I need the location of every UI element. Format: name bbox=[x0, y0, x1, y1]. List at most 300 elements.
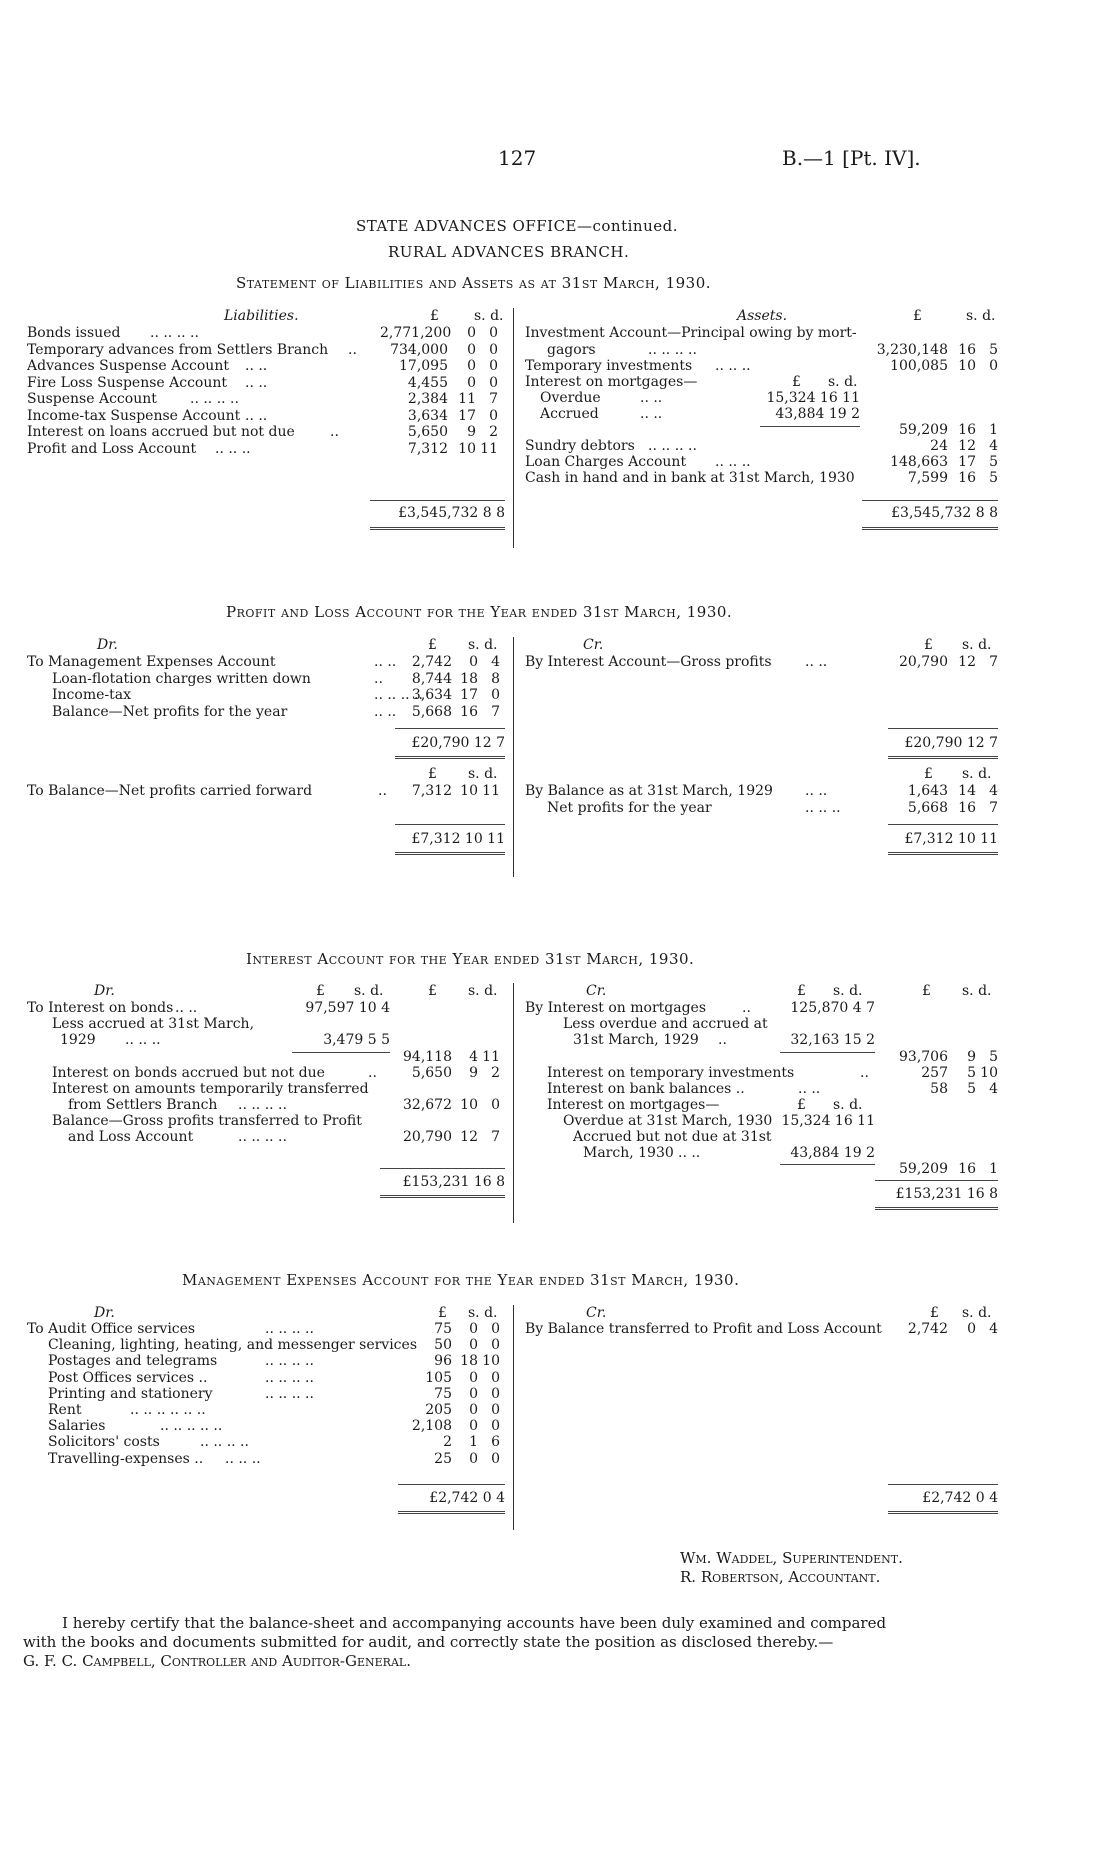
int-cr-line5: Interest on bank balances .. bbox=[547, 1081, 745, 1097]
pound-col-head: £ bbox=[316, 983, 325, 999]
signature-accountant: R. Robertson, Accountant. bbox=[680, 1568, 881, 1586]
row-amount: 3,634 bbox=[407, 407, 448, 424]
int-dr-line8-amount: 20,790 bbox=[403, 1129, 452, 1145]
row-pence: 7 bbox=[489, 391, 498, 407]
row-label: Solicitors' costs bbox=[48, 1434, 160, 1451]
row-shillings: 0 bbox=[467, 341, 476, 358]
row-shillings: 18 bbox=[460, 670, 478, 687]
int-dr-line4-d: 2 bbox=[491, 1065, 500, 1081]
int-dr-line7: Balance—Gross profits transferred to Profit bbox=[52, 1113, 362, 1129]
balance-sheet-divider bbox=[513, 308, 514, 548]
row-pence: 8 bbox=[491, 670, 500, 687]
row-shillings: 0 bbox=[469, 1321, 478, 1337]
leader-dots: .. bbox=[742, 1000, 751, 1016]
row-pence: 0 bbox=[489, 374, 498, 391]
int-cr-line6: Interest on mortgages— bbox=[547, 1097, 720, 1113]
leader-dots: .. .. bbox=[798, 1081, 821, 1097]
leader-dots: .. .. .. .. bbox=[265, 1353, 314, 1370]
signature-superintendent: Wm. Waddel, Superintendent. bbox=[680, 1549, 903, 1567]
interest-mortgages-label: Interest on mortgages— bbox=[525, 374, 698, 390]
pl-dr2-amount: 7,312 bbox=[411, 783, 452, 799]
row-shillings: 11 bbox=[458, 391, 476, 407]
int-dr-line1-amount: 97,597 10 4 bbox=[305, 1000, 390, 1016]
row-label: Cleaning, lighting, heating, and messenger services bbox=[48, 1337, 417, 1354]
pl-dr2-label: To Balance—Net profits carried forward bbox=[27, 783, 313, 799]
sd-col-head: s. d. bbox=[468, 1305, 498, 1321]
row-pence: 11 bbox=[480, 440, 498, 457]
pl-cr-total-rule bbox=[888, 728, 998, 729]
profit-loss-divider bbox=[513, 637, 514, 877]
sd-col-head: s. d. bbox=[833, 983, 863, 999]
row-label: Advances Suspense Account bbox=[27, 358, 229, 374]
int-dr-line8: and Loss Account bbox=[68, 1129, 194, 1145]
row-pence: 2 bbox=[489, 424, 498, 440]
int-cr-mortgages-d: 1 bbox=[989, 1161, 998, 1177]
int-cr-line3-amount: 32,163 15 2 bbox=[790, 1032, 875, 1048]
int-double-rule bbox=[380, 1195, 505, 1198]
dr-heading: Dr. bbox=[94, 983, 115, 999]
leader-dots: .. .. .. .. .. bbox=[160, 1418, 223, 1435]
row-label: Temporary advances from Settlers Branch bbox=[27, 341, 329, 358]
row-pence: 0 bbox=[491, 1321, 500, 1337]
pl-double-rule2 bbox=[395, 852, 505, 855]
investment-shillings: 16 bbox=[958, 342, 976, 358]
sd-col-head: s. d. bbox=[468, 766, 498, 782]
cr-heading: Cr. bbox=[583, 637, 604, 653]
row-label: To Management Expenses Account bbox=[27, 654, 276, 670]
int-cr-line8: Accrued but not due at 31st bbox=[573, 1129, 772, 1145]
int-cr-line4-d: 10 bbox=[980, 1065, 998, 1081]
int-total-rule bbox=[380, 1168, 505, 1169]
certificate-line3: G. F. C. Campbell, Controller and Auditor-General. bbox=[23, 1652, 411, 1670]
mgmt-double-rule bbox=[398, 1511, 505, 1514]
int-dr-line3: 1929 bbox=[60, 1032, 96, 1048]
int-dr-line6-d: 0 bbox=[491, 1097, 500, 1113]
row-pence: 0 bbox=[491, 1385, 500, 1402]
row-label: Rent bbox=[48, 1402, 82, 1418]
int-cr-net-d: 5 bbox=[989, 1049, 998, 1065]
int-dr-line4: Interest on bonds accrued but not due bbox=[52, 1065, 325, 1081]
row-label: Income-tax Suspense Account bbox=[27, 407, 241, 424]
leader-dots: .. bbox=[378, 783, 387, 799]
leader-dots: .. .. .. .. bbox=[265, 1321, 314, 1337]
leader-dots: .. .. .. .. bbox=[374, 687, 423, 703]
row-amount: 2 bbox=[443, 1434, 452, 1451]
int-cr-mortgages-s: 16 bbox=[958, 1161, 976, 1177]
row-pence: 0 bbox=[489, 407, 498, 424]
overdue-amount: 15,324 16 11 bbox=[766, 390, 860, 406]
sub-pound-head: £ bbox=[792, 374, 801, 390]
leader-dots: .. .. .. bbox=[715, 358, 751, 374]
leader-dots: .. .. bbox=[374, 703, 397, 720]
row-amount: 1,643 bbox=[907, 783, 948, 799]
int-dr-line3-amount: 3,479 5 5 bbox=[323, 1032, 390, 1048]
pl-total-rule bbox=[395, 728, 505, 729]
int-dr-line2: Less accrued at 31st March, bbox=[52, 1016, 255, 1032]
leader-dots: .. .. .. .. bbox=[265, 1369, 314, 1386]
pl-cr-pence: 7 bbox=[989, 654, 998, 670]
row-shillings: 0 bbox=[467, 358, 476, 374]
loan-charges-label: Loan Charges Account bbox=[525, 454, 687, 470]
row-shillings: 1 bbox=[469, 1434, 478, 1451]
branch-title: RURAL ADVANCES BRANCH. bbox=[388, 243, 630, 261]
pl-dr2-pence: 11 bbox=[482, 783, 500, 799]
row-shillings: 16 bbox=[460, 703, 478, 720]
row-shillings: 0 bbox=[467, 374, 476, 391]
int-dr-net-s: 4 bbox=[469, 1049, 478, 1065]
int-cr-line1: By Interest on mortgages bbox=[525, 1000, 707, 1016]
interest-mortgages-pence: 1 bbox=[989, 422, 998, 438]
leader-dots: .. .. .. bbox=[125, 1032, 161, 1048]
interest-mortgages-shillings: 16 bbox=[958, 422, 976, 438]
pound-col-head: £ bbox=[930, 1305, 939, 1321]
int-cr-line5-d: 4 bbox=[989, 1081, 998, 1097]
row-shillings: 17 bbox=[460, 687, 478, 703]
pl-cr-double-rule2 bbox=[888, 852, 998, 855]
assets-total-double-rule bbox=[862, 527, 998, 530]
pl-dr2-shillings: 10 bbox=[460, 783, 478, 799]
pl-cr-total2-rule bbox=[888, 824, 998, 825]
int-cr-line7: Overdue at 31st March, 1930 bbox=[563, 1113, 773, 1129]
sd-col-head: s. d. bbox=[962, 1305, 992, 1321]
sub-sd-head: s. d. bbox=[828, 374, 858, 390]
row-label: Loan-flotation charges written down bbox=[52, 670, 311, 687]
row-amount: 8,744 bbox=[411, 670, 452, 687]
row-pence: 4 bbox=[989, 783, 998, 799]
leader-dots: .. .. .. .. bbox=[265, 1385, 314, 1402]
leader-dots: .. .. .. .. bbox=[238, 1129, 287, 1145]
row-shillings: 0 bbox=[469, 1418, 478, 1435]
int-cr-line5-s: 5 bbox=[967, 1081, 976, 1097]
dr-heading: Dr. bbox=[94, 1305, 115, 1321]
int-cr-line9: March, 1930 bbox=[583, 1145, 674, 1161]
row-amount: 2,108 bbox=[411, 1418, 452, 1435]
certificate-line1: I hereby certify that the balance-sheet and accompanying accounts have been duly examined and compared bbox=[62, 1614, 887, 1632]
int-dr-line6-amount: 32,672 bbox=[403, 1097, 452, 1113]
document-reference: B.—1 [Pt. IV]. bbox=[782, 146, 921, 170]
int-cr-line3: 31st March, 1929 bbox=[573, 1032, 699, 1048]
row-amount: 2,384 bbox=[407, 391, 448, 407]
temp-investments-label: Temporary investments bbox=[525, 358, 693, 374]
row-amount: 3,634 bbox=[411, 687, 452, 703]
loan-charges-shillings: 17 bbox=[958, 454, 976, 470]
leader-dots: .. .. .. .. bbox=[238, 1097, 287, 1113]
sundry-debtors-pence: 4 bbox=[989, 438, 998, 454]
int-cr-net-s: 9 bbox=[967, 1049, 976, 1065]
leader-dots: .. bbox=[718, 1032, 727, 1048]
row-pence: 10 bbox=[482, 1353, 500, 1370]
leader-dots: .. .. .. .. bbox=[200, 1434, 249, 1451]
leader-dots: .. .. .. bbox=[805, 799, 841, 816]
temp-investments-shillings: 10 bbox=[958, 358, 976, 374]
int-cr-line4-s: 5 bbox=[967, 1065, 976, 1081]
row-shillings: 0 bbox=[469, 1402, 478, 1418]
leader-dots: .. .. .. .. bbox=[648, 438, 697, 454]
loan-charges-pence: 5 bbox=[989, 454, 998, 470]
mgmt-total-rule bbox=[398, 1484, 505, 1485]
leader-dots: .. .. bbox=[805, 654, 828, 670]
row-amount: 2,771,200 bbox=[380, 325, 452, 341]
interest-mortgages-amount: 59,209 bbox=[899, 422, 948, 438]
row-label: Salaries bbox=[48, 1418, 106, 1435]
row-shillings: 0 bbox=[469, 654, 478, 670]
int-cr-line7-amount: 15,324 16 11 bbox=[781, 1113, 875, 1129]
profit-loss-title: Profit and Loss Account for the Year ended 31st March, 1930. bbox=[226, 603, 733, 621]
subtotal-rule bbox=[760, 426, 860, 427]
pound-col-head: £ bbox=[438, 1305, 447, 1321]
row-amount: 205 bbox=[425, 1402, 452, 1418]
assets-sd-col-head: s. d. bbox=[966, 308, 996, 324]
pl-cr-label: By Interest Account—Gross profits bbox=[525, 654, 772, 670]
leader-dots: .. .. bbox=[245, 358, 268, 374]
subtotal-rule bbox=[292, 1052, 390, 1053]
int-cr-line9-amount: 43,884 19 2 bbox=[790, 1145, 875, 1161]
int-dr-net-d: 11 bbox=[482, 1049, 500, 1065]
int-cr-line4-amount: 257 bbox=[921, 1065, 948, 1081]
int-cr-double-rule bbox=[875, 1207, 998, 1210]
int-dr-line6-s: 10 bbox=[460, 1097, 478, 1113]
int-dr-line5: Interest on amounts temporarily transferred bbox=[52, 1081, 369, 1097]
mgmt-cr-total: £2,742 0 4 bbox=[922, 1490, 998, 1506]
row-amount: 96 bbox=[434, 1353, 452, 1370]
int-dr-line6: from Settlers Branch bbox=[68, 1097, 218, 1113]
row-label: Postages and telegrams bbox=[48, 1353, 218, 1370]
investment-pence: 5 bbox=[989, 342, 998, 358]
int-dr-line4-amount: 5,650 bbox=[411, 1065, 452, 1081]
row-label: Balance—Net profits for the year bbox=[52, 703, 288, 720]
mgmt-cr-pence: 4 bbox=[989, 1321, 998, 1337]
row-label: To Audit Office services bbox=[27, 1321, 196, 1337]
office-title: STATE ADVANCES OFFICE—continued. bbox=[356, 217, 678, 235]
row-pence: 0 bbox=[489, 358, 498, 374]
assets-heading: Assets. bbox=[737, 308, 788, 324]
row-label: Suspense Account bbox=[27, 391, 157, 407]
row-pence: 0 bbox=[491, 1418, 500, 1435]
leader-dots: .. .. .. bbox=[715, 454, 751, 470]
row-shillings: 9 bbox=[467, 424, 476, 440]
row-pence: 7 bbox=[491, 703, 500, 720]
sd-col-head: s. d. bbox=[468, 983, 498, 999]
pl-double-rule bbox=[395, 756, 505, 759]
leader-dots: .. .. .. .. bbox=[150, 325, 199, 341]
row-amount: 5,650 bbox=[407, 424, 448, 440]
row-pence: 0 bbox=[489, 341, 498, 358]
pound-col-head: £ bbox=[428, 766, 437, 782]
pound-col-head: £ bbox=[428, 637, 437, 653]
int-cr-line5-amount: 58 bbox=[930, 1081, 948, 1097]
leader-dots: .. .. bbox=[640, 406, 663, 422]
row-pence: 7 bbox=[989, 799, 998, 816]
row-label: Travelling-expenses .. bbox=[48, 1450, 204, 1467]
investment-label-cont: gagors bbox=[547, 342, 596, 358]
row-amount: 105 bbox=[425, 1369, 452, 1386]
row-amount: 7,312 bbox=[407, 440, 448, 457]
row-shillings: 14 bbox=[958, 783, 976, 799]
interest-divider bbox=[513, 983, 514, 1223]
row-pence: 0 bbox=[491, 1450, 500, 1467]
liabilities-heading: Liabilities. bbox=[224, 308, 299, 324]
pl-total2-rule bbox=[395, 824, 505, 825]
row-shillings: 0 bbox=[467, 325, 476, 341]
pound-col-head: £ bbox=[428, 983, 437, 999]
int-cr-line4: Interest on temporary investments bbox=[547, 1065, 795, 1081]
pl-cr-total2: £7,312 10 11 bbox=[904, 831, 998, 847]
assets-pound-col-head: £ bbox=[913, 308, 922, 324]
int-cr-total: £153,231 16 8 bbox=[895, 1186, 998, 1202]
row-shillings: 0 bbox=[469, 1337, 478, 1354]
int-cr-total-rule bbox=[875, 1180, 998, 1181]
pl-cr-total: £20,790 12 7 bbox=[904, 735, 998, 751]
sd-col-head: s. d. bbox=[962, 637, 992, 653]
row-amount: 4,455 bbox=[407, 374, 448, 391]
row-label: By Balance as at 31st March, 1929 bbox=[525, 783, 773, 799]
leader-dots: .. bbox=[348, 341, 357, 358]
pound-col-head: £ bbox=[922, 983, 931, 999]
int-cr-line1-amount: 125,870 4 7 bbox=[790, 1000, 875, 1016]
cr-heading: Cr. bbox=[586, 1305, 607, 1321]
pl-cr-amount: 20,790 bbox=[899, 654, 948, 670]
sundry-debtors-label: Sundry debtors bbox=[525, 438, 635, 454]
row-pence: 0 bbox=[491, 1402, 500, 1418]
sd-col-head: s. d. bbox=[962, 983, 992, 999]
mgmt-cr-shillings: 0 bbox=[967, 1321, 976, 1337]
row-amount: 5,668 bbox=[907, 799, 948, 816]
management-divider bbox=[513, 1305, 514, 1530]
row-pence: 0 bbox=[491, 1369, 500, 1386]
row-amount: 734,000 bbox=[390, 341, 448, 358]
cash-amount: 7,599 bbox=[907, 470, 948, 486]
assets-total-rule bbox=[862, 500, 998, 501]
pound-col-head: £ bbox=[430, 308, 439, 324]
management-expenses-title: Management Expenses Account for the Year ended 31st March, 1930. bbox=[182, 1271, 740, 1289]
row-shillings: 17 bbox=[458, 407, 476, 424]
row-pence: 4 bbox=[491, 654, 500, 670]
cash-pence: 5 bbox=[989, 470, 998, 486]
row-shillings: 0 bbox=[469, 1450, 478, 1467]
mgmt-dr-total: £2,742 0 4 bbox=[429, 1490, 505, 1506]
row-shillings: 0 bbox=[469, 1369, 478, 1386]
accrued-label: Accrued bbox=[540, 406, 599, 422]
liab-total-double-rule bbox=[370, 527, 505, 530]
balance-sheet-title: Statement of Liabilities and Assets as at 31st March, 1930. bbox=[236, 274, 712, 292]
leader-dots: .. .. bbox=[640, 390, 663, 406]
leader-dots: .. bbox=[330, 424, 339, 440]
liabilities-total: £3,545,732 8 8 bbox=[398, 505, 505, 521]
certificate-line2: with the books and documents submitted for audit, and correctly state the position as disclosed thereby.— bbox=[23, 1633, 834, 1651]
mgmt-cr-total-rule bbox=[888, 1484, 998, 1485]
row-label: Profit and Loss Account bbox=[27, 440, 197, 457]
row-amount: 2,742 bbox=[411, 654, 452, 670]
int-dr-line8-d: 7 bbox=[491, 1129, 500, 1145]
int-cr-net: 93,706 bbox=[899, 1049, 948, 1065]
cash-shillings: 16 bbox=[958, 470, 976, 486]
int-dr-net: 94,118 bbox=[403, 1049, 452, 1065]
overdue-label: Overdue bbox=[540, 390, 601, 406]
leader-dots: .. bbox=[368, 1065, 377, 1081]
leader-dots: .. bbox=[860, 1065, 869, 1081]
leader-dots: .. .. bbox=[678, 1145, 701, 1161]
int-cr-line2: Less overdue and accrued at bbox=[563, 1016, 768, 1032]
pl-cr-shillings: 12 bbox=[958, 654, 976, 670]
row-shillings: 18 bbox=[460, 1353, 478, 1370]
row-pence: 0 bbox=[491, 1337, 500, 1354]
subtotal-rule bbox=[780, 1052, 875, 1053]
leader-dots: .. .. bbox=[374, 654, 397, 670]
row-label: Printing and stationery bbox=[48, 1385, 213, 1402]
accrued-amount: 43,884 19 2 bbox=[775, 406, 860, 422]
dr-heading: Dr. bbox=[97, 637, 118, 653]
int-dr-total: £153,231 16 8 bbox=[402, 1174, 505, 1190]
row-label: Fire Loss Suspense Account bbox=[27, 374, 228, 391]
leader-dots: .. .. .. .. bbox=[648, 342, 697, 358]
leader-dots: .. .. .. .. .. .. bbox=[130, 1402, 206, 1418]
row-pence: 6 bbox=[491, 1434, 500, 1451]
row-shillings: 10 bbox=[458, 440, 476, 457]
leader-dots: .. .. .. bbox=[225, 1450, 261, 1467]
investment-amount: 3,230,148 bbox=[876, 342, 948, 358]
pound-col-head: £ bbox=[924, 766, 933, 782]
investment-label: Investment Account—Principal owing by mort- bbox=[525, 325, 857, 341]
pound-col-head: £ bbox=[924, 637, 933, 653]
sd-col-head: s. d. bbox=[468, 637, 498, 653]
int-dr-line8-s: 12 bbox=[460, 1129, 478, 1145]
int-cr-mortgages: 59,209 bbox=[899, 1161, 948, 1177]
row-amount: 5,668 bbox=[411, 703, 452, 720]
leader-dots: .. .. bbox=[805, 783, 828, 799]
row-label: Income-tax bbox=[52, 687, 131, 703]
mgmt-cr-amount: 2,742 bbox=[907, 1321, 948, 1337]
sundry-debtors-amount: 24 bbox=[930, 438, 948, 454]
row-label: Post Offices services .. bbox=[48, 1369, 208, 1386]
sundry-debtors-shillings: 12 bbox=[958, 438, 976, 454]
cr-heading: Cr. bbox=[586, 983, 607, 999]
row-label: Bonds issued bbox=[27, 325, 121, 341]
sd-col-head: s. d. bbox=[354, 983, 384, 999]
int-dr-line4-s: 9 bbox=[469, 1065, 478, 1081]
row-pence: 0 bbox=[489, 325, 498, 341]
int-dr-line1: To Interest on bonds bbox=[27, 1000, 174, 1016]
mgmt-cr-label: By Balance transferred to Profit and Loss Account bbox=[525, 1321, 882, 1337]
mgmt-cr-double-rule bbox=[888, 1511, 998, 1514]
sub-sd-head: s. d. bbox=[833, 1097, 863, 1113]
row-amount: 75 bbox=[434, 1385, 452, 1402]
pl-cr-double-rule bbox=[888, 756, 998, 759]
sd-col-head: s. d. bbox=[474, 308, 504, 324]
liab-total-rule bbox=[370, 500, 505, 501]
subtotal-rule bbox=[780, 1164, 875, 1165]
row-label: Net profits for the year bbox=[547, 799, 712, 816]
pl-dr-total: £20,790 12 7 bbox=[411, 735, 505, 751]
leader-dots: .. .. bbox=[245, 374, 268, 391]
row-shillings: 0 bbox=[469, 1385, 478, 1402]
leader-dots: .. .. bbox=[175, 1000, 198, 1016]
assets-total: £3,545,732 8 8 bbox=[891, 505, 998, 521]
page-number: 127 bbox=[498, 146, 537, 170]
leader-dots: .. .. .. bbox=[215, 440, 251, 457]
temp-investments-amount: 100,085 bbox=[890, 358, 948, 374]
row-amount: 75 bbox=[434, 1321, 452, 1337]
temp-investments-pence: 0 bbox=[989, 358, 998, 374]
interest-account-title: Interest Account for the Year ended 31st March, 1930. bbox=[246, 950, 695, 968]
pl-dr-total2: £7,312 10 11 bbox=[411, 831, 505, 847]
cash-label: Cash in hand and in bank at 31st March, 1930 bbox=[525, 470, 855, 486]
sub-pound-head: £ bbox=[797, 1097, 806, 1113]
row-amount: 50 bbox=[434, 1337, 452, 1354]
row-shillings: 16 bbox=[958, 799, 976, 816]
row-amount: 25 bbox=[434, 1450, 452, 1467]
row-label: Interest on loans accrued but not due bbox=[27, 424, 295, 440]
leader-dots: .. .. .. .. bbox=[190, 391, 239, 407]
